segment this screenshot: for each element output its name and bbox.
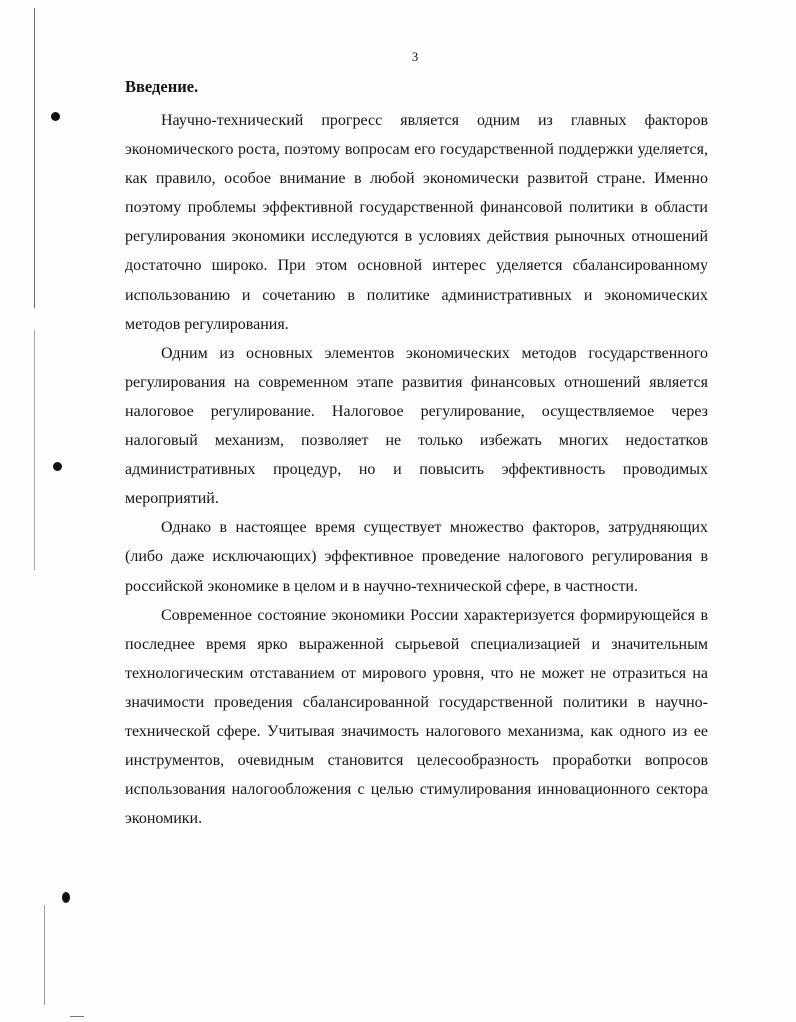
paragraph: Одним из основных элементов экономических методов государственного регулирования на современном этапе развития финансовых отношений является налоговое регулирование. Налоговое регулирование, осуществляемое через налоговый механизм, позволяет не только избежать многих недостатков административных процедур, но и повысить эффективность проводимых мероприятий. bbox=[125, 344, 708, 508]
paragraph: Однако в настоящее время существует множество факторов, затрудняющих (либо даже исключающих) эффективное проведение налогового регулирования в российской экономике в целом и в научно-технической сфере, в частности. bbox=[125, 519, 708, 595]
section-heading: Введение. bbox=[125, 77, 199, 96]
punch-hole-mark bbox=[53, 462, 62, 471]
paragraph: Современное состояние экономики России характеризуется формирующейся в последнее время ярко выраженной сырьевой специализацией и значительным технологическим отставанием от мирового уровня, что не может не отразиться на значимости проведения сбалансированной государственной политики в научно-технической сфере. Учитывая значимость налогового механизма, как одного из ее инструментов, очевидным становится целесообразность проработки вопросов использования налогообложения с целью стимулирования инновационного сектора экономики. bbox=[125, 606, 708, 828]
punch-hole-mark bbox=[62, 892, 70, 903]
body-text bbox=[125, 106, 708, 833]
scan-dash-mark bbox=[70, 1016, 84, 1017]
scan-edge-line bbox=[34, 8, 35, 308]
paragraph: Научно-технический прогресс является одним из главных факторов экономического роста, поэтому вопросам его государственной поддержки уделяется, как правило, особое внимание в любой экономически развитой стране. Именно поэтому проблемы эффективной государственной финансовой политики в области регулирования экономики исследуются в условиях действия рыночных отношений достаточно широко. При этом основной интерес уделяется сбалансированному использованию и сочетанию в политике административных и экономических методов регулирования. bbox=[125, 112, 708, 333]
page-number: 3 bbox=[411, 49, 419, 64]
scan-edge-line bbox=[34, 330, 35, 570]
scan-edge-line bbox=[44, 905, 45, 1005]
punch-hole-mark bbox=[51, 112, 60, 121]
